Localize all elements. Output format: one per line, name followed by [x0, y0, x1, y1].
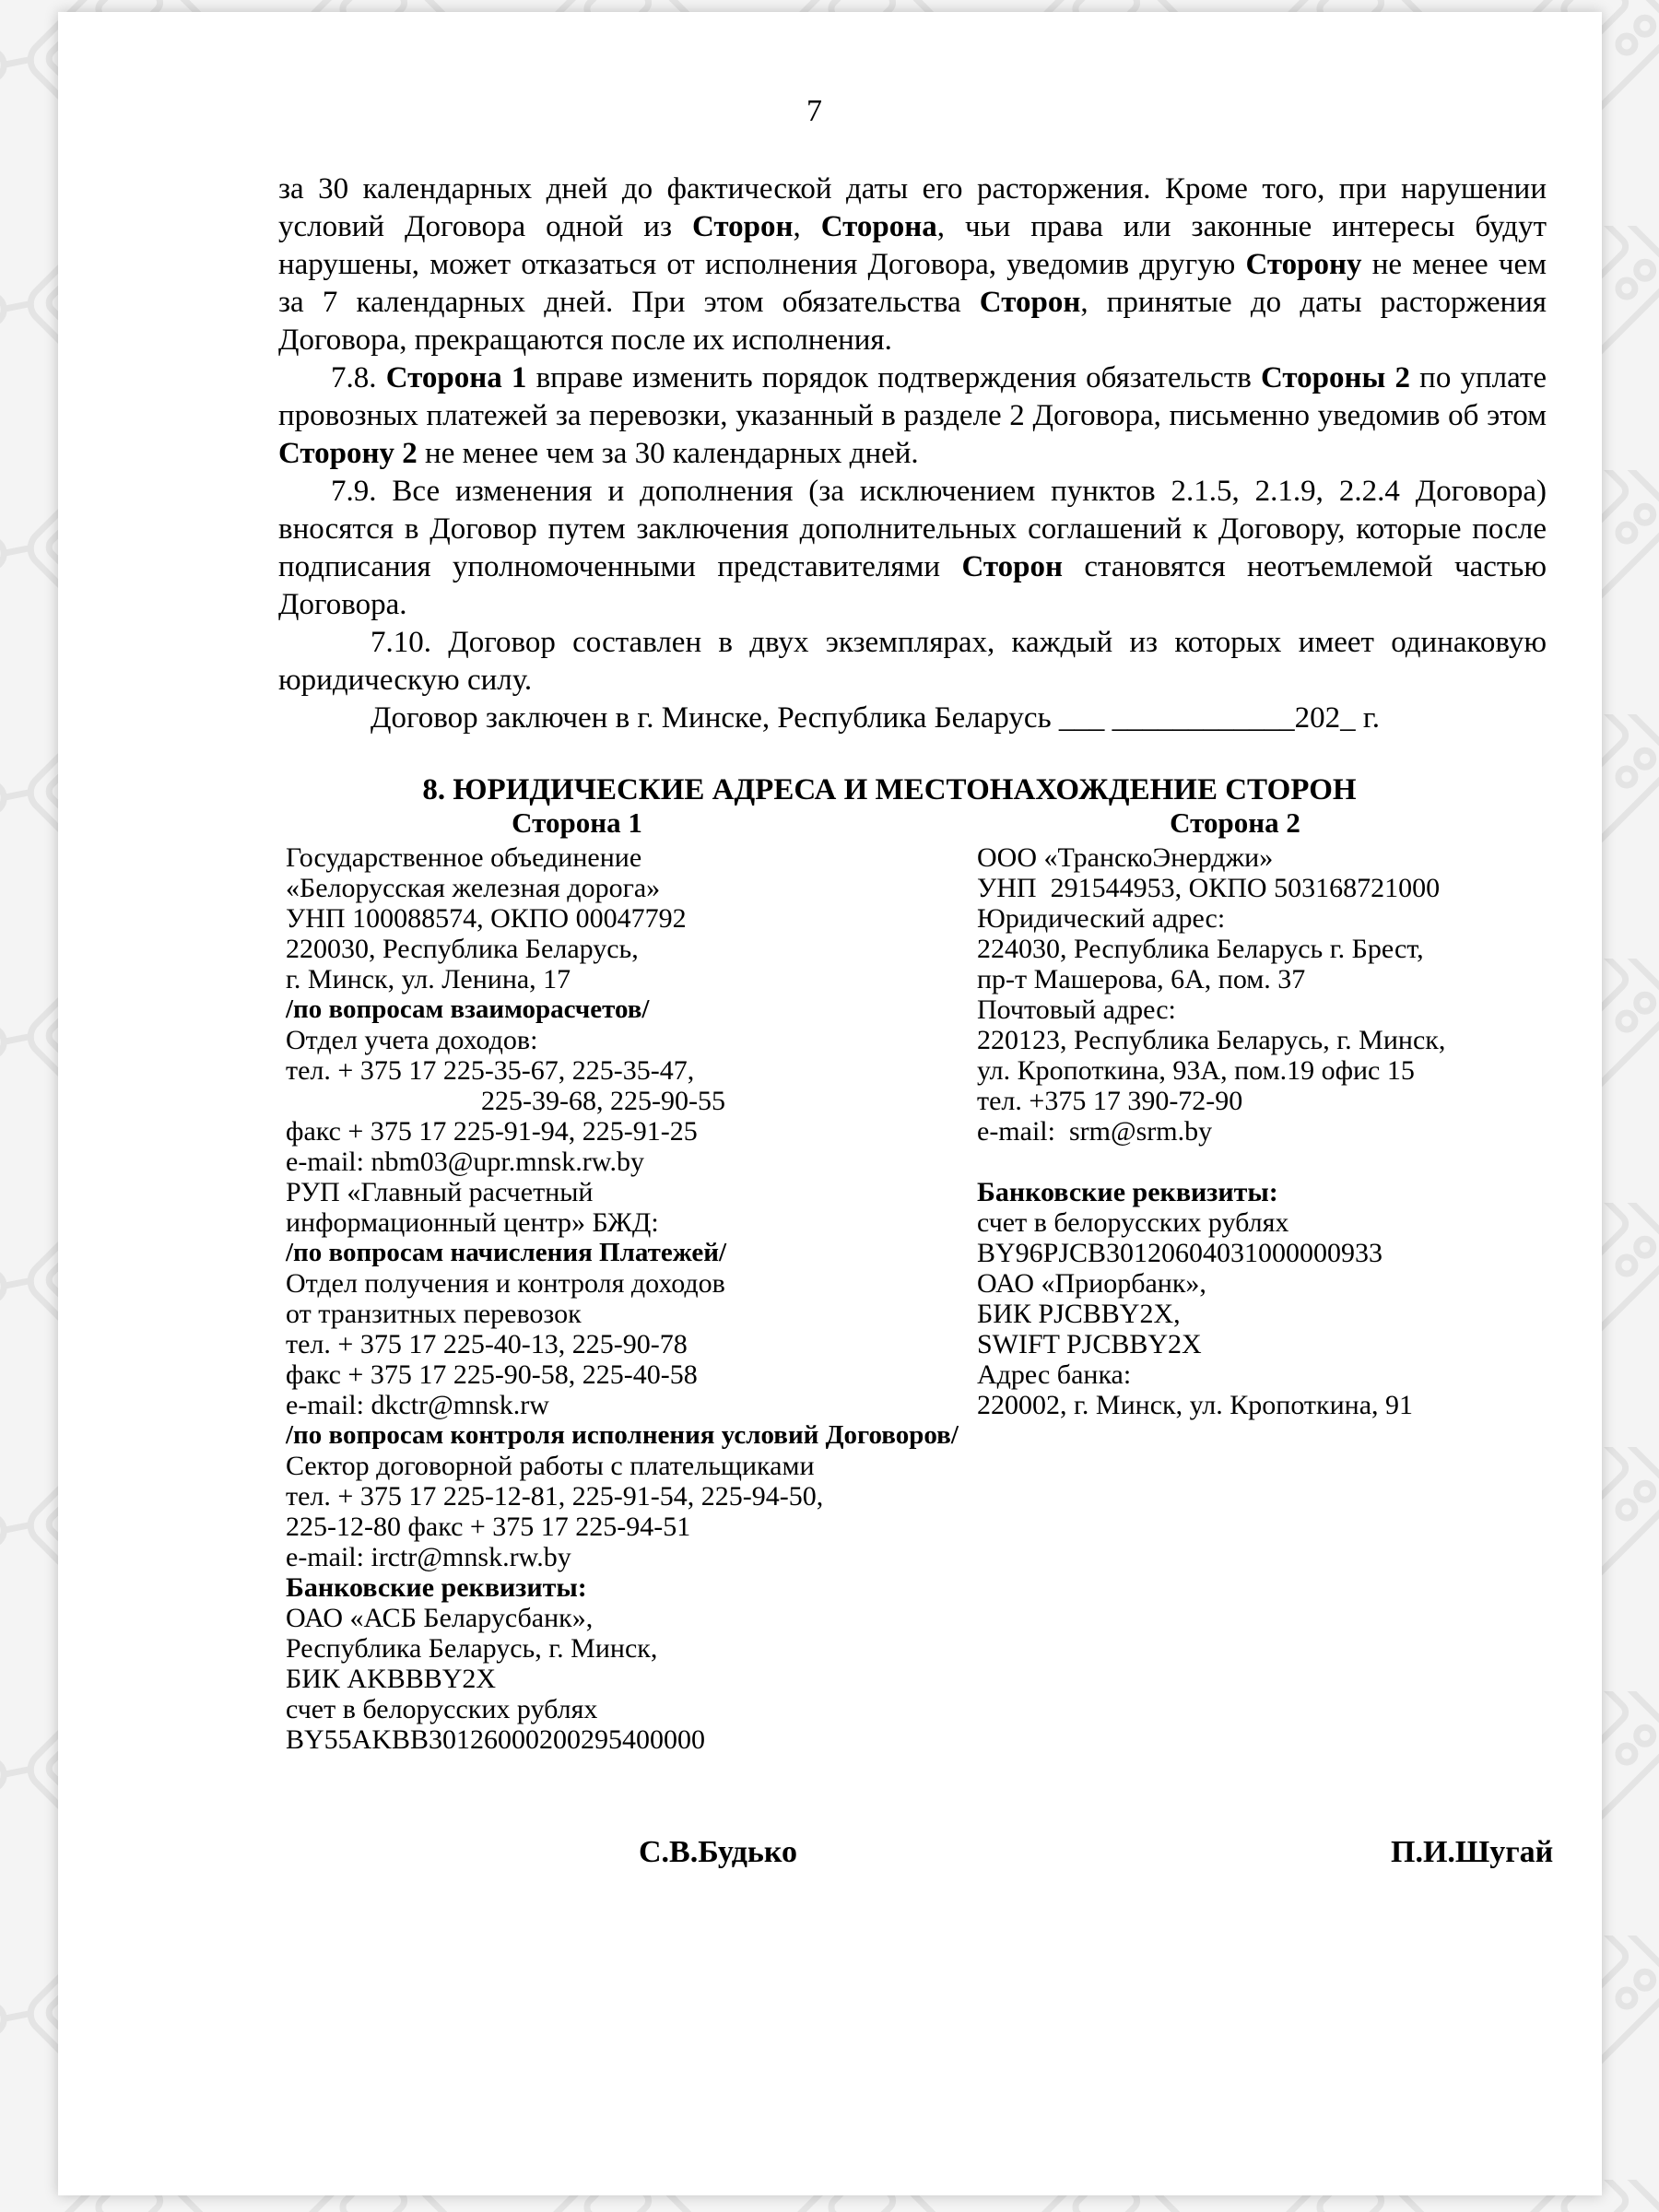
text-run: Сторона 1 [385, 361, 527, 394]
address-line: ООО «ТранскоЭнерджи» [977, 842, 1274, 873]
paragraph [278, 624, 1547, 700]
signature-party1: С.В.Будько [639, 1835, 798, 1869]
address-line: ул. Кропоткина, 93А, пом.19 офис 15 [977, 1055, 1415, 1086]
address-line: «Белорусская железная дорога» [286, 873, 661, 903]
text-run: Сторону 2 [278, 437, 418, 470]
paragraph [278, 700, 1547, 737]
text-run: 7.10. Договор составлен в двух экземплярах, каждый из которых имеет одинаковую юридическую силу. [278, 626, 1547, 697]
signature-party2: П.И.Шугай [1391, 1835, 1554, 1869]
address-line: 220030, Республика Беларусь, [286, 934, 639, 964]
address-line: факс + 375 17 225-91-94, 225-91-25 [286, 1116, 698, 1147]
address-line: e-mail: nbm03@upr.mnsk.rw.by [286, 1147, 644, 1177]
column-party1 [286, 842, 959, 1755]
column-party2 [977, 842, 1548, 1420]
column1-header: Сторона 1 [512, 806, 642, 839]
text-run: , принятые до даты расторжения Договора, прекращаются после их исполнения. [278, 286, 1547, 357]
text-run: 7.9. Все изменения и дополнения (за исключением пунктов 2.1.5, 2.1.9, 2.2.4 Договора) вносятся в Договор путем заключения дополнительных соглашений к Договору, которые после подписания уполномоченными представителями [278, 475, 1547, 583]
address-line: Почтовый адрес: [977, 994, 1176, 1025]
address-line: 225-39-68, 225-90-55 [481, 1086, 725, 1116]
address-line: Банковские реквизиты: [977, 1177, 1278, 1207]
address-line: счет в белорусских рублях [286, 1694, 598, 1724]
addresses-columns [278, 806, 1547, 1786]
address-line: 220123, Республика Беларусь, г. Минск, [977, 1025, 1446, 1055]
text-run: , [793, 210, 821, 243]
address-line: e-mail: dkctr@mnsk.rw [286, 1390, 549, 1420]
address-line: ОАО «Приорбанк», [977, 1268, 1206, 1299]
address-line: от транзитных перевозок [286, 1299, 582, 1329]
text-run: не менее чем за 30 календарных дней. [417, 437, 919, 470]
text-run: 7.8. [331, 361, 386, 394]
paragraph [278, 171, 1547, 359]
address-line: 220002, г. Минск, ул. Кропоткина, 91 [977, 1390, 1414, 1420]
text-run: за 30 календарных дней до фактической даты его расторжения. Кроме того, при нарушении условий Договора одной из [278, 172, 1547, 243]
address-line: УНП 100088574, ОКПО 00047792 [286, 903, 687, 934]
text-run: Сторон [691, 210, 794, 243]
address-line: тел. + 375 17 225-40-13, 225-90-78 [286, 1329, 688, 1359]
address-line [977, 1147, 1548, 1177]
page-number: 7 [806, 94, 822, 128]
address-line: тел. + 375 17 225-35-67, 225-35-47, [286, 1055, 695, 1086]
section7-paragraphs [278, 171, 1547, 737]
address-line: Отдел получения и контроля доходов [286, 1268, 725, 1299]
address-line: информационный центр» БЖД: [286, 1207, 659, 1238]
address-line: УНП 291544953, ОКПО 503168721000 [977, 873, 1441, 903]
text-run: Стороны 2 [1261, 361, 1410, 394]
text-run: вправе изменить порядок подтверждения обязательств [526, 361, 1262, 394]
text-run: по уплате провозных платежей за перевозки, указанный в разделе 2 Договора, письменно уведомив об этом [278, 361, 1547, 432]
text-run: Договор заключен в г. Минске, Республика Беларусь ___ ____________202_ г. [371, 701, 1380, 735]
address-line: БИК PJCBBY2X, [977, 1299, 1181, 1329]
address-line: Отдел учета доходов: [286, 1025, 538, 1055]
address-line: пр-т Машерова, 6А, пом. 37 [977, 964, 1306, 994]
address-line: Банковские реквизиты: [286, 1572, 587, 1603]
text-run: Сторон [979, 286, 1081, 319]
address-line: /по вопросам начисления Платежей/ [286, 1238, 727, 1267]
address-line: SWIFT PJCBBY2X [977, 1329, 1202, 1359]
address-line: ОАО «АСБ Беларусбанк», [286, 1603, 594, 1633]
address-line: Адрес банка: [977, 1359, 1132, 1390]
address-line: счет в белорусских рублях [977, 1207, 1289, 1238]
paragraph [278, 473, 1547, 624]
address-line: Государственное объединение [286, 842, 642, 873]
text-run: , чьи права или законные интересы будут нарушены, может отказаться от исполнения Договора, уведомив другую [278, 210, 1547, 281]
address-line: BY55AKBB30126000200295400000 [286, 1724, 706, 1755]
address-line: e-mail: srm@srm.by [977, 1116, 1213, 1147]
text-run: Сторон [961, 550, 1064, 583]
address-line: Сектор договорной работы с плательщиками [286, 1451, 815, 1481]
address-line: /по вопросам взаиморасчетов/ [286, 994, 650, 1024]
document-page [58, 12, 1602, 2195]
address-line: факс + 375 17 225-90-58, 225-40-58 [286, 1359, 698, 1390]
address-line: /по вопросам контроля исполнения условий Договоров/ [286, 1420, 959, 1450]
address-line: тел. +375 17 390-72-90 [977, 1086, 1243, 1116]
paragraph [278, 359, 1547, 473]
document-content [278, 171, 1547, 1786]
address-line: e-mail: irctr@mnsk.rw.by [286, 1542, 571, 1572]
address-line: BY96PJCB30120604031000000933 [977, 1238, 1383, 1268]
column2-header: Сторона 2 [1170, 806, 1300, 839]
text-run: Сторона [820, 210, 937, 243]
address-line: тел. + 375 17 225-12-81, 225-91-54, 225-94-50, [286, 1481, 824, 1512]
address-line: г. Минск, ул. Ленина, 17 [286, 964, 571, 994]
address-line: Республика Беларусь, г. Минск, [286, 1633, 658, 1664]
address-line: Юридический адрес: [977, 903, 1226, 934]
address-line: 225-12-80 факс + 375 17 225-94-51 [286, 1512, 691, 1542]
text-run: не менее чем за 7 календарных дней. При этом обязательства [278, 248, 1547, 319]
text-run: становятся неотъемлемой частью Договора. [278, 550, 1547, 621]
address-line: РУП «Главный расчетный [286, 1177, 594, 1207]
address-line: 224030, Республика Беларусь г. Брест, [977, 934, 1424, 964]
section8-title: 8. ЮРИДИЧЕСКИЕ АДРЕСА И МЕСТОНАХОЖДЕНИЕ СТОРОН [422, 773, 1357, 806]
address-line: БИК AKBBBY2X [286, 1664, 497, 1694]
text-run: Сторону [1245, 248, 1362, 281]
